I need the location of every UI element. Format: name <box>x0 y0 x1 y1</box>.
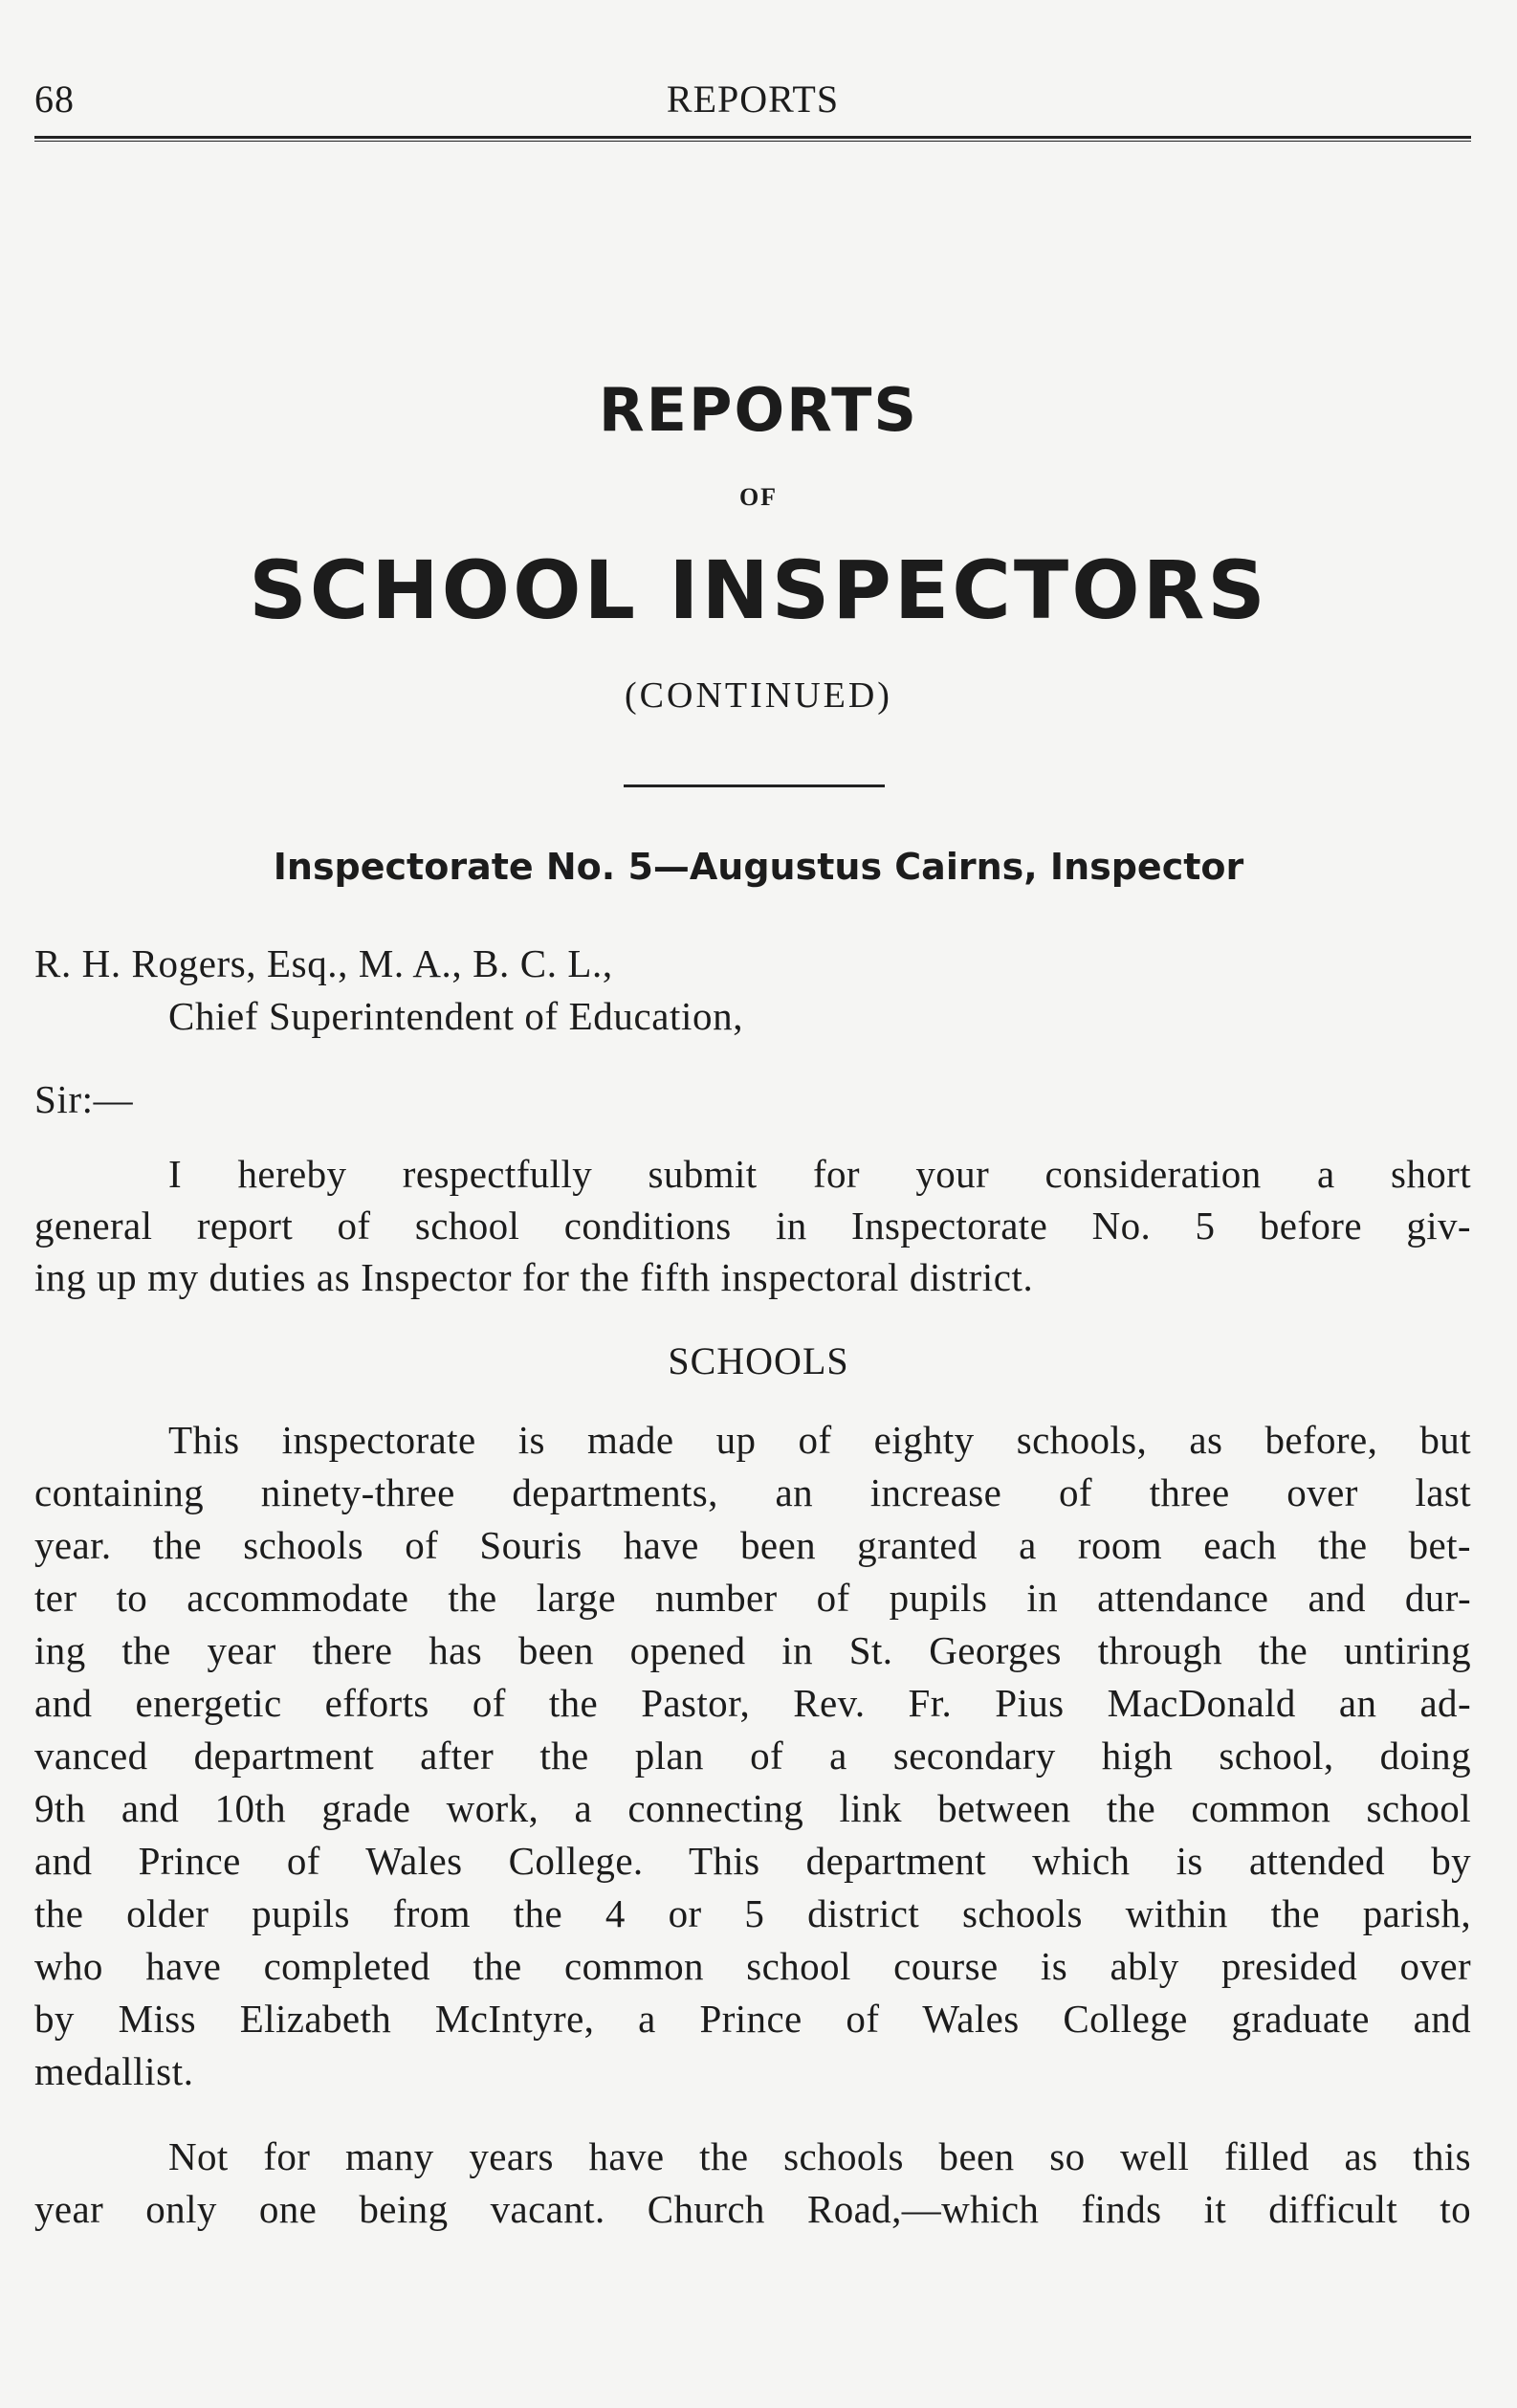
schools-line: who have completed the common school course is ably presided over <box>34 1944 1471 1988</box>
closing-line: year only one being vacant. Church Road,—which finds it difficult to <box>34 2187 1471 2231</box>
schools-line: and Prince of Wales College. This department which is attended by <box>34 1839 1471 1883</box>
intro-line: general report of school conditions in Inspectorate No. 5 before giv- <box>34 1204 1471 1248</box>
addressee-line: R. H. Rogers, Esq., M. A., B. C. L., <box>34 941 613 985</box>
title-continued: (CONTINUED) <box>625 675 892 716</box>
schools-line: medallist. <box>34 2049 194 2093</box>
inspectorate-heading: Inspectorate No. 5—Augustus Cairns, Inspector <box>273 846 1244 888</box>
title-reports: REPORTS <box>598 375 919 445</box>
schools-line: 9th and 10th grade work, a connecting link between the common school <box>34 1786 1471 1830</box>
schools-line: the older pupils from the 4 or 5 district schools within the parish, <box>34 1891 1471 1935</box>
greeting: Sir:— <box>34 1077 134 1121</box>
intro-line: ing up my duties as Inspector for the fifth inspectoral district. <box>34 1255 1034 1299</box>
schools-line: and energetic efforts of the Pastor, Rev. Fr. Pius MacDonald an ad- <box>34 1681 1471 1725</box>
schools-line: vanced department after the plan of a secondary high school, doing <box>34 1734 1471 1778</box>
title-school-inspectors: SCHOOL INSPECTORS <box>249 543 1268 637</box>
intro-line: I hereby respectfully submit for your consideration a short <box>168 1152 1471 1196</box>
schools-line: year. the schools of Souris have been granted a room each the bet- <box>34 1523 1471 1567</box>
schools-line: This inspectorate is made up of eighty schools, as before, but <box>168 1418 1471 1462</box>
schools-line: ing the year there has been opened in St. Georges through the untiring <box>34 1628 1471 1672</box>
addressee-position: Chief Superintendent of Education, <box>168 994 744 1038</box>
closing-line: Not for many years have the schools been so well filled as this <box>168 2134 1471 2178</box>
title-of: OF <box>738 483 779 511</box>
header-rule <box>34 136 1471 142</box>
schools-line: ter to accommodate the large number of pupils in attendance and dur- <box>34 1576 1471 1620</box>
section-heading-schools: SCHOOLS <box>668 1339 849 1382</box>
running-title: REPORTS <box>666 77 840 121</box>
schools-line: by Miss Elizabeth McIntyre, a Prince of Wales College graduate and <box>34 1997 1471 2041</box>
title-rule <box>624 784 885 787</box>
running-head <box>34 77 1471 134</box>
schools-line: containing ninety-three departments, an increase of three over last <box>34 1470 1471 1514</box>
page-number: 68 <box>34 77 75 121</box>
